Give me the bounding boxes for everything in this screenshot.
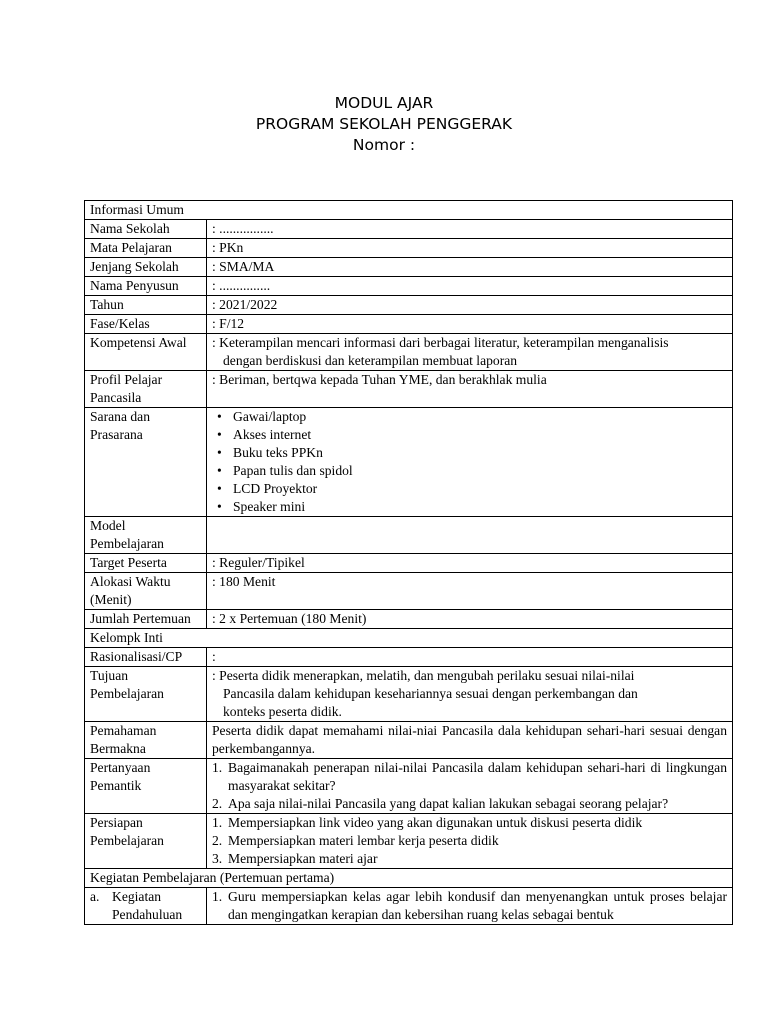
section-row-kelompok-inti bbox=[85, 629, 733, 648]
pendahuluan-list bbox=[212, 888, 727, 924]
list-item: • Akses internet bbox=[233, 426, 727, 444]
row-value: : 2 x Pertemuan (180 Menit) bbox=[207, 610, 733, 629]
pertanyaan-row bbox=[85, 759, 733, 814]
row-label: Target Peserta bbox=[85, 554, 207, 573]
row-label: Kompetensi Awal bbox=[85, 334, 207, 371]
row-label: Nama Penyusun bbox=[85, 277, 207, 296]
list-item: • Papan tulis dan spidol bbox=[233, 462, 727, 480]
doc-title: MODUL AJAR bbox=[334, 94, 434, 112]
row-value: : PKn bbox=[207, 239, 733, 258]
section-row-kegiatan bbox=[85, 869, 733, 888]
row-value: : Reguler/Tipikel bbox=[207, 554, 733, 573]
doc-program: PROGRAM SEKOLAH PENGGERAK bbox=[255, 115, 513, 133]
sarana-value bbox=[207, 408, 733, 517]
table-row bbox=[85, 258, 733, 277]
list-item-text: Mempersiapkan materi lembar kerja peserta didik bbox=[228, 833, 499, 848]
table-row bbox=[85, 277, 733, 296]
row-label: Pertanyaan Pemantik bbox=[85, 759, 207, 814]
list-item: 2. Apa saja nilai-nilai Pancasila yang dapat kalian lakukan sebagai seorang pelajar? bbox=[212, 796, 669, 811]
profil-pelajar-row bbox=[85, 371, 733, 408]
alokasi-row bbox=[85, 573, 733, 610]
row-label: Alokasi Waktu (Menit) bbox=[85, 573, 207, 610]
row-label: Nama Sekolah bbox=[85, 220, 207, 239]
document-header bbox=[0, 93, 768, 156]
kompetensi-awal-row bbox=[85, 334, 733, 371]
table-row bbox=[85, 315, 733, 334]
list-item-text: Bagaimanakah penerapan nilai-nilai Pancasila dalam kehidupan sehari-hari di lingkungan masyarakat sekitar? bbox=[228, 760, 728, 793]
tujuan-value bbox=[207, 667, 733, 722]
row-label: Tahun bbox=[85, 296, 207, 315]
row-label: Rasionalisasi/CP bbox=[85, 648, 207, 667]
row-value: : F/12 bbox=[207, 315, 733, 334]
row-label: Sarana dan Prasarana bbox=[85, 408, 207, 517]
section-row-informasi-umum bbox=[85, 201, 733, 220]
sarana-list bbox=[212, 408, 727, 516]
list-item: • LCD Proyektor bbox=[233, 480, 727, 498]
table-row bbox=[85, 220, 733, 239]
kompetensi-awal-value bbox=[207, 334, 733, 371]
list-item: • Gawai/laptop bbox=[233, 408, 727, 426]
pendahuluan-row bbox=[85, 888, 733, 925]
list-item: 2. Mempersiapkan materi lembar kerja peserta didik bbox=[212, 833, 499, 848]
model-row bbox=[85, 517, 733, 554]
pemahaman-row bbox=[85, 722, 733, 759]
pendahuluan-value bbox=[207, 888, 733, 925]
kompetensi-line-2: dengan berdiskusi dan keterampilan membuat laporan bbox=[223, 353, 518, 368]
pendahuluan-label-cell bbox=[85, 888, 207, 925]
target-row bbox=[85, 554, 733, 573]
table-row bbox=[85, 239, 733, 258]
persiapan-row bbox=[85, 814, 733, 869]
section-title-kelompok-inti: Kelompk Inti bbox=[85, 629, 733, 648]
sarana-row bbox=[85, 408, 733, 517]
list-item: 1. Bagaimanakah penerapan nilai-nilai Pancasila dalam kehidupan sehari-hari di lingkungan masyarakat sekitar? bbox=[212, 760, 728, 793]
row-label: Tujuan Pembelajaran bbox=[85, 667, 207, 722]
row-label: Fase/Kelas bbox=[85, 315, 207, 334]
pendahuluan-label-text: Kegiatan Pendahuluan bbox=[112, 889, 183, 922]
row-value: : 2021/2022 bbox=[207, 296, 733, 315]
pertanyaan-value bbox=[207, 759, 733, 814]
row-label: Mata Pelajaran bbox=[85, 239, 207, 258]
tujuan-line-2: Pancasila dalam kehidupan kesehariannya sesuai dengan perkembangan dan bbox=[223, 686, 638, 701]
rasionalisasi-row bbox=[85, 648, 733, 667]
pertanyaan-list bbox=[212, 759, 727, 813]
list-item-text: Apa saja nilai-nilai Pancasila yang dapat kalian lakukan sebagai seorang pelajar? bbox=[228, 796, 669, 811]
row-value: Peserta didik dapat memahami nilai-niai Pancasila dala kehidupan sehari-hari sesuai dengan perkembangannya. bbox=[207, 722, 733, 759]
row-label: Persiapan Pembelajaran bbox=[85, 814, 207, 869]
tujuan-row bbox=[85, 667, 733, 722]
list-item: 1. Mempersiapkan link video yang akan digunakan untuk diskusi peserta didik bbox=[212, 815, 643, 830]
kompetensi-line-1: : Keterampilan mencari informasi dari berbagai literatur, keterampilan menganalisis bbox=[212, 335, 669, 350]
table-row bbox=[85, 296, 733, 315]
tujuan-line-1: : Peserta didik menerapkan, melatih, dan mengubah perilaku sesuai nilai-nilai bbox=[212, 668, 635, 683]
section-title-kegiatan: Kegiatan Pembelajaran (Pertemuan pertama) bbox=[85, 869, 733, 888]
row-label: Profil Pelajar Pancasila bbox=[85, 371, 207, 408]
persiapan-list bbox=[212, 814, 727, 868]
tujuan-line-3: konteks peserta didik. bbox=[223, 704, 342, 719]
jumlah-row bbox=[85, 610, 733, 629]
row-value: : SMA/MA bbox=[207, 258, 733, 277]
list-item: • Buku teks PPKn bbox=[233, 444, 727, 462]
list-item: • Speaker mini bbox=[233, 498, 727, 516]
doc-number: Nomor : bbox=[352, 136, 416, 154]
pendahuluan-label bbox=[90, 888, 201, 924]
row-value: : Beriman, bertqwa kepada Tuhan YME, dan berakhlak mulia bbox=[207, 371, 733, 408]
list-item: 3. Mempersiapkan materi ajar bbox=[212, 851, 378, 866]
list-item-text: Guru mempersiapkan kelas agar lebih kondusif dan menyenangkan untuk proses belajar dan mengingatkan kerapian dan kebersihan ruang kelas sebagai bentuk bbox=[228, 889, 728, 922]
row-label: Model Pembelajaran bbox=[85, 517, 207, 554]
row-label: Pemahaman Bermakna bbox=[85, 722, 207, 759]
row-value: : 180 Menit bbox=[207, 573, 733, 610]
persiapan-value bbox=[207, 814, 733, 869]
pendahuluan-clip bbox=[212, 888, 727, 924]
list-item-text: Mempersiapkan link video yang akan digunakan untuk diskusi peserta didik bbox=[228, 815, 643, 830]
section-title-informasi-umum: Informasi Umum bbox=[85, 201, 733, 220]
row-value: : ............... bbox=[207, 277, 733, 296]
row-value: : bbox=[207, 648, 733, 667]
list-item: 1. Guru mempersiapkan kelas agar lebih kondusif dan menyenangkan untuk proses belajar dan mengingatkan kerapian dan kebersihan ruang kelas sebagai bentuk bbox=[212, 889, 728, 922]
modul-table bbox=[84, 200, 733, 925]
row-label: Jenjang Sekolah bbox=[85, 258, 207, 277]
pendahuluan-marker: a. bbox=[90, 889, 100, 904]
list-item-text: Mempersiapkan materi ajar bbox=[228, 851, 378, 866]
row-label: Jumlah Pertemuan bbox=[85, 610, 207, 629]
row-value: : ................ bbox=[207, 220, 733, 239]
row-value bbox=[207, 517, 733, 554]
